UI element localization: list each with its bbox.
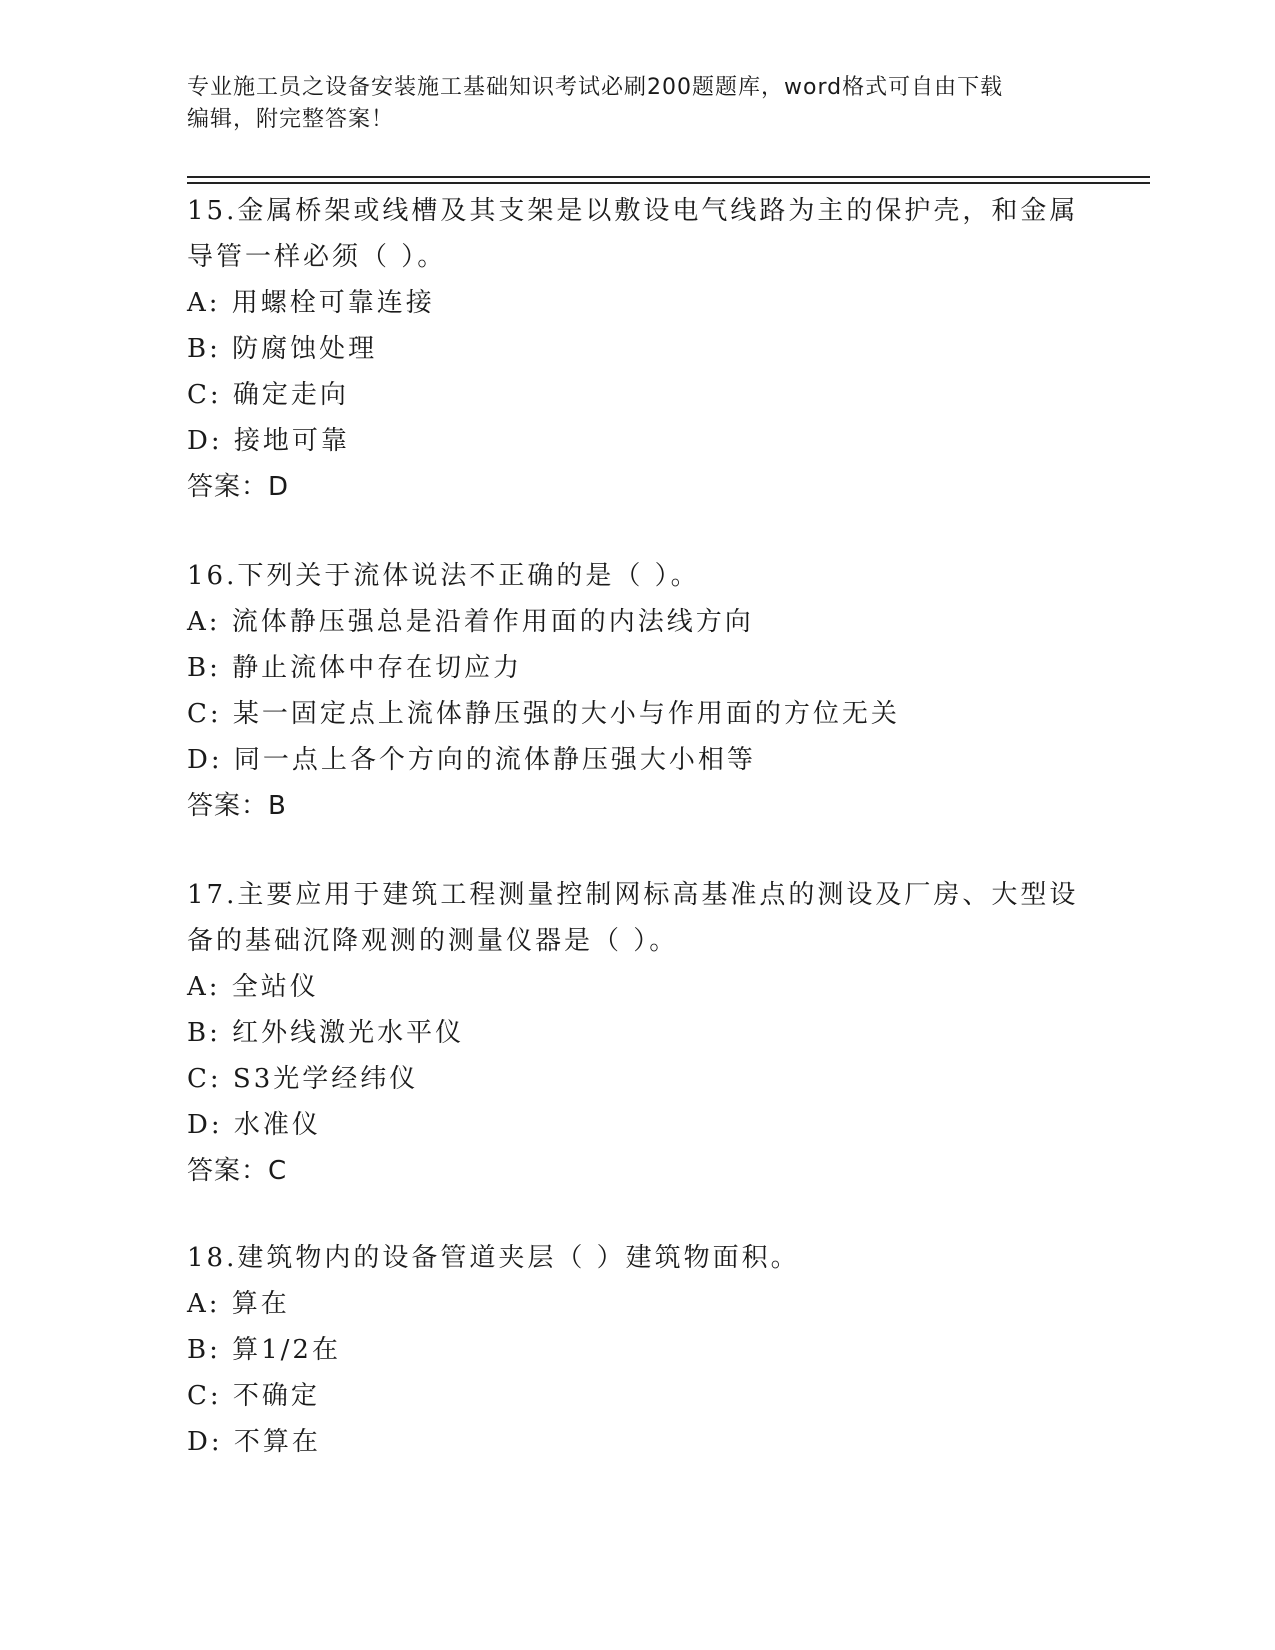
option-c: C: 某一固定点上流体静压强的大小与作用面的方位无关 [187, 699, 900, 729]
option-c: C: S3光学经纬仪 [187, 1064, 419, 1094]
header-line-1: 专业施工员之设备安装施工基础知识考试必刷200题题库，word格式可自由下载 [187, 75, 1004, 100]
document-header [187, 72, 1087, 136]
header-divider-bottom [187, 182, 1150, 184]
option-b: B: 算1/2在 [187, 1335, 341, 1365]
option-d: D: 接地可靠 [187, 426, 350, 456]
option-a: A: 算在 [187, 1289, 290, 1319]
answer: 答案：B [187, 791, 287, 821]
option-d: D: 水准仪 [187, 1110, 321, 1140]
question-18 [187, 1235, 1087, 1465]
question-15 [187, 188, 1087, 510]
option-b: B: 红外线激光水平仪 [187, 1018, 465, 1048]
option-a: A: 全站仪 [187, 972, 319, 1002]
option-b: B: 防腐蚀处理 [187, 334, 378, 364]
question-stem: 备的基础沉降观测的测量仪器是（ ）。 [187, 926, 679, 956]
question-16 [187, 553, 1087, 829]
option-c: C: 不确定 [187, 1381, 320, 1411]
question-stem: 18.建筑物内的设备管道夹层（ ）建筑物面积。 [187, 1243, 800, 1273]
question-stem: 15.金属桥架或线槽及其支架是以敷设电气线路为主的保护壳，和金属 [187, 196, 1079, 226]
answer: 答案：C [187, 1156, 288, 1186]
header-line-2: 编辑，附完整答案！ [187, 107, 395, 132]
option-b: B: 静止流体中存在切应力 [187, 653, 523, 683]
question-stem: 16.下列关于流体说法不正确的是（ ）。 [187, 561, 700, 591]
option-a: A: 用螺栓可靠连接 [187, 288, 435, 318]
question-17 [187, 872, 1087, 1194]
header-divider-top [187, 176, 1150, 178]
answer: 答案：D [187, 472, 290, 502]
option-c: C: 确定走向 [187, 380, 349, 410]
option-a: A: 流体静压强总是沿着作用面的内法线方向 [187, 607, 754, 637]
question-stem: 17.主要应用于建筑工程测量控制网标高基准点的测设及厂房、大型设 [187, 880, 1079, 910]
option-d: D: 同一点上各个方向的流体静压强大小相等 [187, 745, 756, 775]
question-stem: 导管一样必须（ ）。 [187, 242, 447, 272]
option-d: D: 不算在 [187, 1427, 321, 1457]
